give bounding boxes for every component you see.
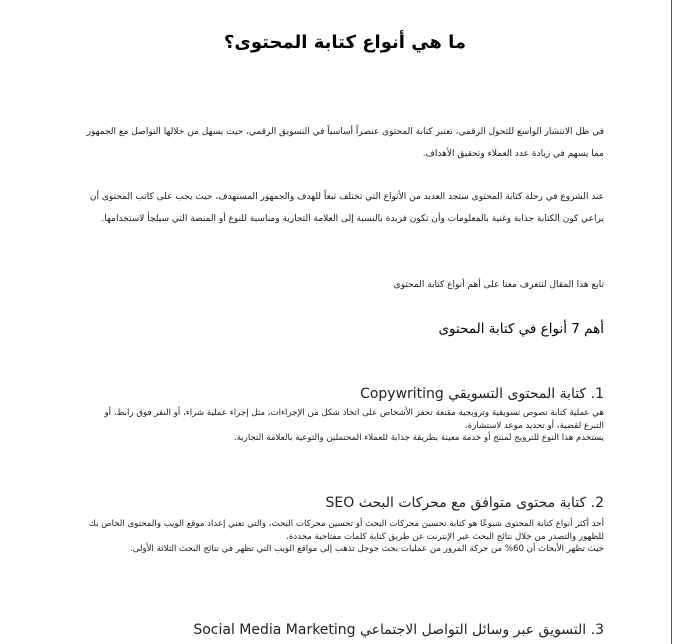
copywriting-body [86,407,604,445]
copywriting-heading: 1. كتابة المحتوى التسويقي Copywriting [360,386,604,402]
body-line: حيث تظهر الأبحاث أن 60% من حركة المرور من عمليات بحث جوجل تذهب إلى مواقع الويب التي تظهر في نتائج البحث الثلاثة الأولى. [129,544,604,555]
body-line: يستخدم هذا النوع للترويج لمنتج أو خدمة معينة بطريقة جذابة للعملاء المحتملين والتوعية بالعلامة التجارية. [233,433,604,444]
social-media-heading: 3. التسويق عبر وسائل التواصل الاجتماعي Social Media Marketing [193,622,604,638]
intro-paragraph: في ظل الانتشار الواسع للتحول الرقمي، تعتبر كتابة المحتوى عنصراً أساسياً في التسويق الرقمي، حيث يسهل من خلالها التواصل مع الجمهور مما يسهم في زيادة عدد العملاء وتحقيق الأهداف. [86,127,604,159]
seo-body [86,518,604,556]
article-title: ما هي أنواع كتابة المحتوى؟ [223,32,467,53]
intro-paragraph: عند الشروع في رحلة كتابة المحتوى ستجد العديد من الأنواع التي تختلف تبعاً للهدف والجمهور المستهدف، حيث يجب على كاتب المحتوى أن يراعي كون الكتابة جذابة وغنية بالمعلومات وأن تكون فريدة بالنسبة إلى العلامة التجارية ومناسبة للنوع أو المنصة التي سيلجأ لاستخدامها. [89,192,604,224]
section-heading: أهم 7 أنواع في كتابة المحتوى [438,321,604,337]
body-line: هي عملية كتابة نصوص تسويقية وترويجية مقنعة تحفز الأشخاص على اتخاذ شكل من الإجراءات، مثل إجراء عملية شراء، أو النقر فوق رابط، أو التبرع لقضية، أو تحديد موعد لاستشارة. [104,408,604,431]
page-edge-divider [671,0,672,644]
intro-paragraph: تابع هذا المقال لتتعرف معنا على أهم أنواع كتابة المحتوى [393,280,604,290]
seo-heading: 2. كتابة محتوى متوافق مع محركات البحث SEO [325,495,604,511]
body-line: أحد أكثر أنواع كتابة المحتوى شيوعًا هو كتابة تحسين محركات البحث أو تحسين محركات البحث، والتي تعني إعداد موقع الويب والمحتوى الخاص بك للظهور والتصدر من خلال نتائج البحث عبر الإنترنت عن طريق كتابة كلمات مفتاحية محددة. [88,519,604,542]
